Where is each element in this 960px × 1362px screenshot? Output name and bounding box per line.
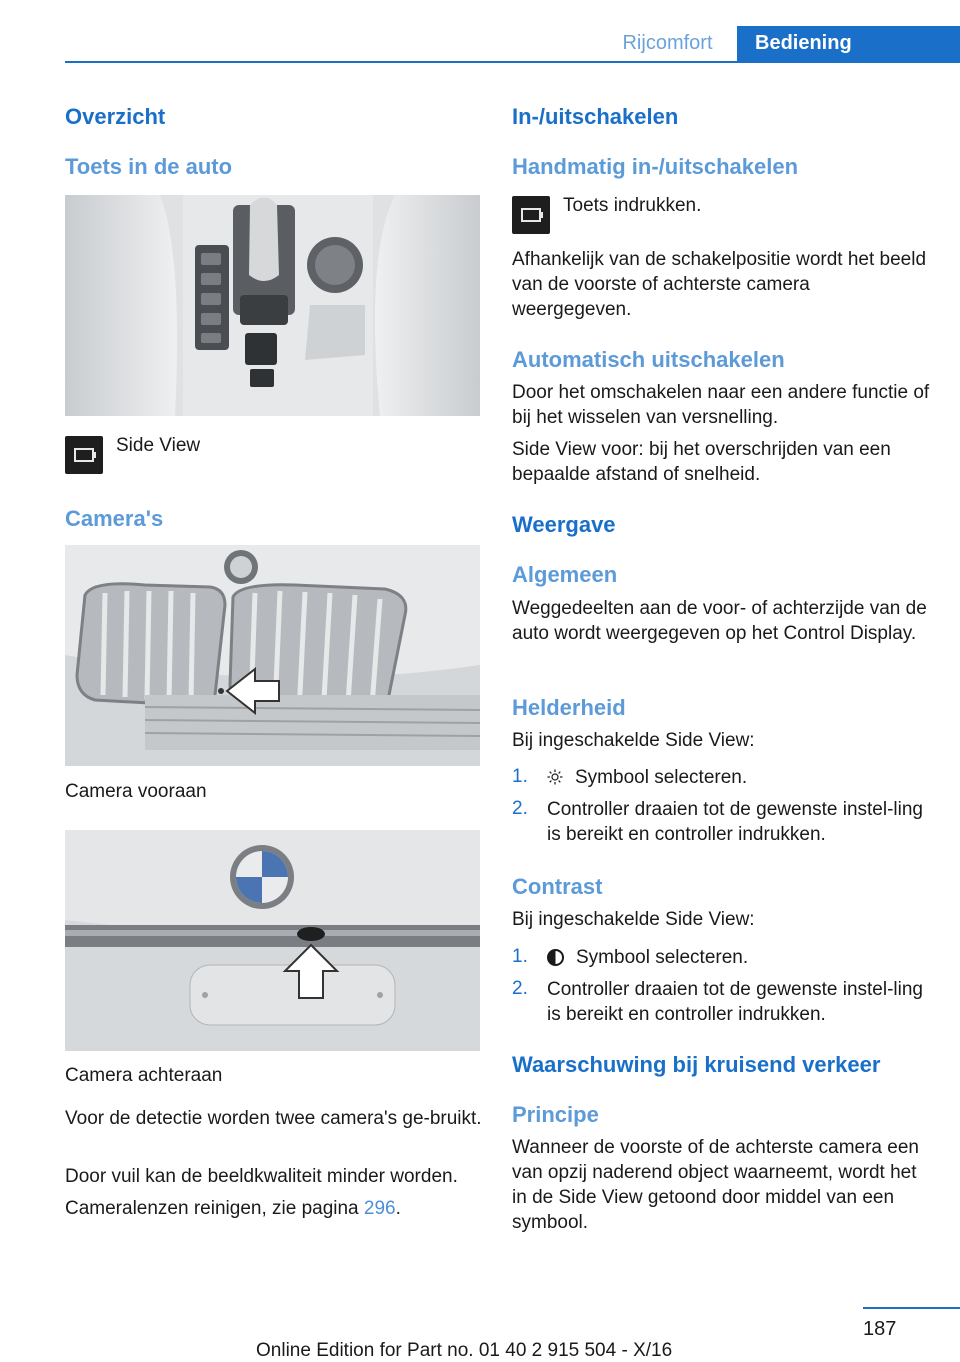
footer-rule [863,1307,960,1309]
contrast-step-2-text: Controller draaien tot de gewenste instel‐ling is bereikt en controller indrukken. [547,979,923,1025]
helderheid-step-1 [547,765,747,790]
clean-lenses-end: . [395,1198,401,1219]
helderheid-step-2-text: Controller draaien tot de gewenste instel‐ling is bereikt en controller indrukken. [547,799,923,845]
contrast-step-2-num: 2. [512,978,528,999]
front-camera-illustration [65,545,480,766]
contrast-intro: Bij ingeschakelde Side View: [512,909,755,930]
heading-contrast: Contrast [512,874,603,899]
heading-cameras: Camera's [65,506,164,531]
console-photo [65,195,480,416]
heading-helderheid: Helderheid [512,695,626,720]
helderheid-step-1-num: 1. [512,766,528,787]
para-principe: Wanneer de voorste of de achterste camera een van opzij naderend object waarneemt, wordt het in de Side View getoond door middel van een symbool. [512,1137,919,1233]
key-instruction: Toets indrukken. [563,195,702,216]
para-auto-2: Side View voor: bij het overschrijden van een bepaalde afstand of snelheid. [512,439,891,485]
rear-camera-illustration [65,830,480,1051]
caption-rear-camera: Camera achteraan [65,1065,223,1086]
heading-toets-in-de-auto: Toets in de auto [65,154,233,179]
heading-waarschuwing: Waarschuwing bij kruisend verkeer [512,1052,881,1077]
para-detection: Voor de detectie worden twee camera's ge‐bruikt. [65,1108,482,1129]
helderheid-intro: Bij ingeschakelde Side View: [512,730,755,751]
para-algemeen: Weggedeelten aan de voor- of achterzijde van de auto wordt weergegeven op het Control Display. [512,598,927,644]
contrast-step-1 [547,945,748,970]
side-view-key-icon [512,196,550,234]
contrast-step-1-text: Symbool selecteren. [576,947,749,968]
heading-handmatig: Handmatig in-/uitschakelen [512,154,799,179]
front-camera-photo [65,545,480,766]
helderheid-step-2-num: 2. [512,798,528,819]
para-clean-lenses [65,1196,401,1221]
page-link-296[interactable]: 296 [363,1198,396,1219]
header-rule [65,61,960,63]
header-tab-section: Rijcomfort [622,32,713,54]
para-auto-1: Door het omschakelen naar een andere functie of bij het wisselen van versnelling. [512,382,930,428]
heading-overzicht: Overzicht [65,104,166,129]
heading-in-uitschakelen: In-/uitschakelen [512,104,679,129]
console-illustration [65,195,480,416]
header-tab-active: Bediening [737,26,960,61]
rear-camera-photo [65,830,480,1051]
helderheid-step-1-text: Symbool selecteren. [575,767,748,788]
side-view-key-icon [65,436,103,474]
key-label: Side View [116,435,201,456]
contrast-step-1-num: 1. [512,946,528,967]
para-dirt: Door vuil kan de beeldkwaliteit minder worden. [65,1166,458,1187]
caption-front-camera: Camera vooraan [65,781,207,802]
para-handmatig: Afhankelijk van de schakelpositie wordt het beeld van de voorste of achterste camera weergegeven. [512,249,927,320]
heading-weergave: Weergave [512,512,616,537]
heading-automatisch: Automatisch uitschakelen [512,347,785,372]
clean-lenses-text: Cameralenzen reinigen, zie pagina [65,1198,364,1219]
footer-edition: Online Edition for Part no. 01 40 2 915 504 - X/16 [256,1340,673,1361]
contrast-icon [547,949,564,966]
brightness-sun-icon [547,767,563,783]
heading-principe: Principe [512,1102,599,1127]
heading-algemeen: Algemeen [512,562,618,587]
page-number: 187 [863,1318,897,1340]
